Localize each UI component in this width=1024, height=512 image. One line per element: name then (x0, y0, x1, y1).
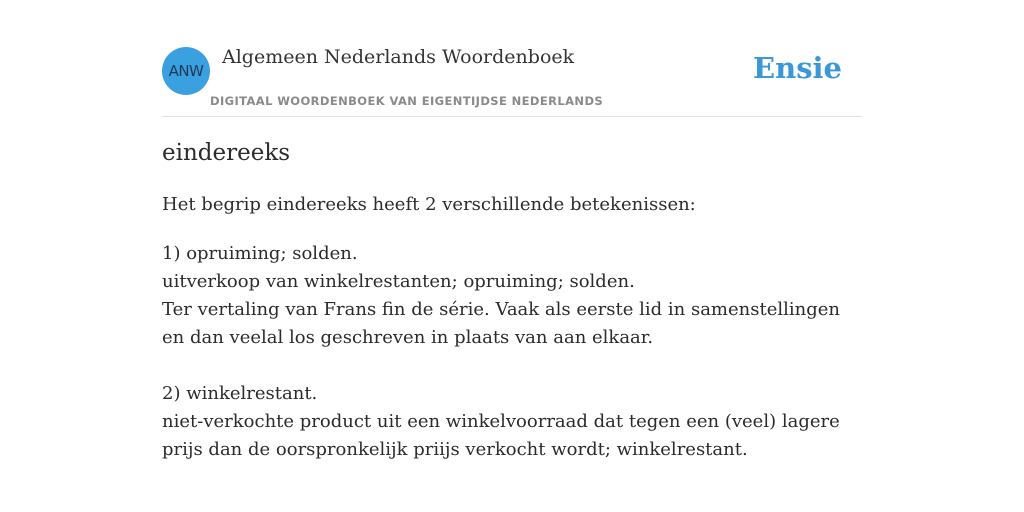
meanings-list (162, 240, 862, 492)
meaning-item (162, 240, 862, 352)
meaning-definition: niet-verkochte product uit een winkelvoorraad dat tegen een (veel) lagere prijs dan de oorspronkelijk priijs verkocht wordt; winkelrestant. (162, 411, 840, 460)
dictionary-page (162, 0, 862, 512)
ensie-brand-logo[interactable]: Ensie (753, 51, 842, 85)
site-header (162, 0, 862, 117)
entry-intro: Het begrip eindereeks heeft 2 verschillende betekenissen: (162, 194, 696, 215)
site-title[interactable]: Algemeen Nederlands Woordenboek (222, 46, 575, 68)
meaning-heading: 2) winkelrestant. (162, 383, 318, 404)
anw-logo[interactable] (162, 47, 210, 95)
meaning-item (162, 380, 862, 464)
anw-logo-text: ANW (168, 62, 204, 80)
meaning-definition: uitverkoop van winkelrestanten; opruiming; solden. (162, 271, 635, 292)
site-subtitle: DIGITAAL WOORDENBOEK VAN EIGENTIJDSE NEDERLANDS (210, 94, 604, 108)
meaning-note: Ter vertaling van Frans fin de série. Vaak als eerste lid in samenstellingen en dan veelal los geschreven in plaats van aan elkaar. (162, 299, 840, 348)
headword: eindereeks (162, 140, 291, 166)
meaning-heading: 1) opruiming; solden. (162, 243, 358, 264)
